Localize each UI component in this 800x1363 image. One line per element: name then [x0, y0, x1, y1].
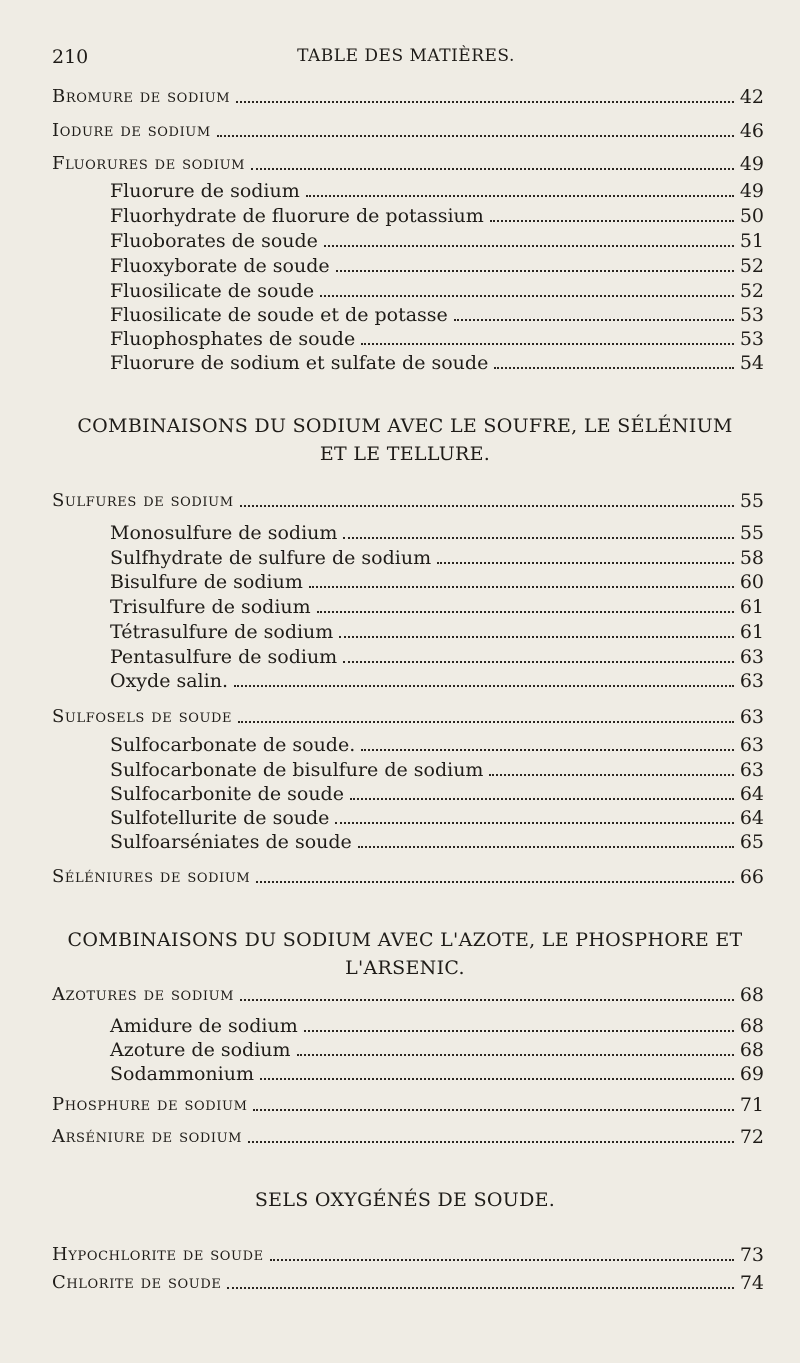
page-number: 210 [52, 46, 89, 68]
toc-subentry: Pentasulfure de sodium 63 [110, 646, 764, 668]
toc-subentry: Sulfocarbonate de bisulfure de sodium 63 [110, 759, 764, 781]
toc-subentry: Azoture de sodium 68 [110, 1039, 764, 1061]
section-heading-line: SELS OXYGÉNÉS DE SOUDE. [254, 1189, 556, 1211]
toc-subentry: Amidure de sodium 68 [110, 1015, 764, 1037]
toc-subentry: Trisulfure de sodium 61 [110, 596, 764, 618]
toc-subentry: Fluosilicate de soude et de potasse 53 [110, 304, 764, 326]
toc-subentry: Oxyde salin. 63 [110, 670, 764, 692]
toc-entry: Arséniure de sodium 72 [52, 1126, 764, 1148]
toc-subentry: Sulfoarséniates de soude 65 [110, 831, 764, 853]
section-heading-sels [40, 1186, 770, 1214]
section-heading-line: ET LE TELLURE. [319, 443, 491, 465]
toc-subentry: Sulfocarbonite de soude 64 [110, 783, 764, 805]
toc-subentry: Sulfhydrate de sulfure de sodium 58 [110, 547, 764, 569]
toc-entry: Azotures de sodium 68 [52, 984, 764, 1006]
section-heading-azote [40, 926, 770, 982]
toc-entry: Sulfosels de soude 63 [52, 706, 764, 728]
toc-subentry: Sulfocarbonate de soude. 63 [110, 734, 764, 756]
toc-subentry: Monosulfure de sodium 55 [110, 522, 764, 544]
toc-subentry: Bisulfure de sodium 60 [110, 571, 764, 593]
toc-entry: Fluorures de sodium 49 [52, 153, 764, 175]
toc-entry: Chlorite de soude 74 [52, 1272, 764, 1294]
toc-subentry: Fluoxyborate de soude 52 [110, 255, 764, 277]
toc-entry: Hypochlorite de soude 73 [52, 1244, 764, 1266]
toc-subentry: Fluorhydrate de fluorure de potassium 50 [110, 205, 764, 227]
toc-subentry: Fluorure de sodium 49 [110, 180, 764, 202]
toc-subentry: Fluorure de sodium et sulfate de soude 54 [110, 352, 764, 374]
toc-subentry: Sodammonium 69 [110, 1063, 764, 1085]
section-heading-line: COMBINAISONS DU SODIUM AVEC LE SOUFRE, LE SÉLÉNIUM [77, 415, 733, 437]
section-heading-line: COMBINAISONS DU SODIUM AVEC L'AZOTE, LE PHOSPHORE ET L'ARSENIC. [67, 929, 743, 979]
toc-entry: Iodure de sodium 46 [52, 120, 764, 142]
toc-subentry: Fluosilicate de soude 52 [110, 280, 764, 302]
section-heading-soufre [40, 412, 770, 468]
toc-entry: Phosphure de sodium 71 [52, 1094, 764, 1116]
toc-entry: Séléniures de sodium 66 [52, 866, 764, 888]
toc-subentry: Sulfotellurite de soude 64 [110, 807, 764, 829]
toc-subentry: Tétrasulfure de sodium 61 [110, 621, 764, 643]
toc-entry: Sulfures de sodium 55 [52, 490, 764, 512]
toc-subentry: Fluoborates de soude 51 [110, 230, 764, 252]
page-header [52, 46, 760, 76]
running-title: TABLE DES MATIÈRES. [297, 46, 515, 66]
toc-entry: Bromure de sodium 42 [52, 86, 764, 108]
toc-subentry: Fluophosphates de soude 53 [110, 328, 764, 350]
